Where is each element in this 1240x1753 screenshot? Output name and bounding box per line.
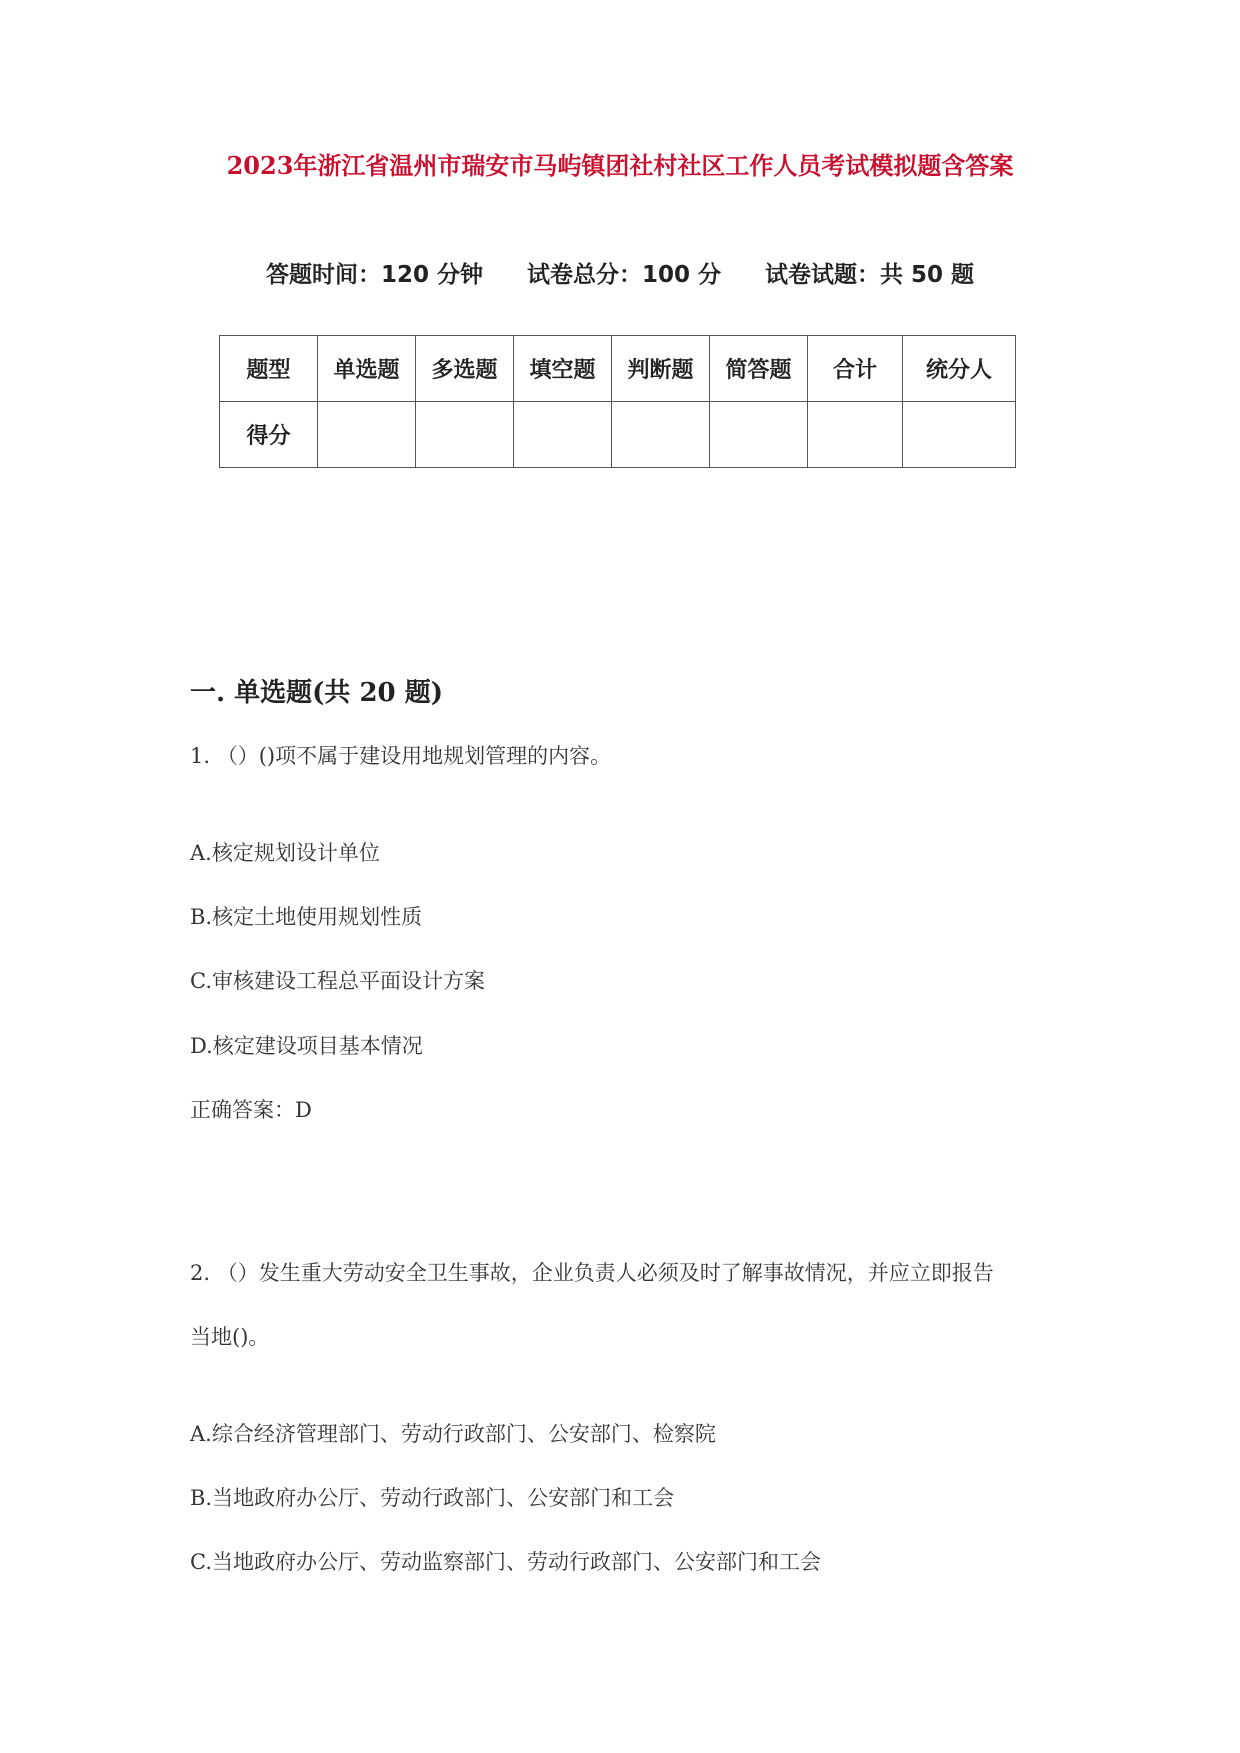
score-table-header-row	[220, 336, 1016, 402]
question-1-option-d: D.核定建设项目基本情况	[190, 1034, 423, 1058]
exam-total-score: 试卷总分：100 分	[526, 262, 722, 288]
question-1-option-a: A.核定规划设计单位	[190, 841, 380, 865]
score-header-cell: 合计	[808, 336, 903, 402]
score-cell-empty	[808, 402, 903, 468]
score-cell-empty	[612, 402, 710, 468]
score-header-cell: 多选题	[416, 336, 514, 402]
score-cell-empty	[416, 402, 514, 468]
score-cell-empty	[710, 402, 808, 468]
question-2-stem-line-1: 2. （）发生重大劳动安全卫生事故，企业负责人必须及时了解事故情况，并应立即报告	[190, 1261, 994, 1285]
exam-time: 答题时间：120 分钟	[265, 262, 483, 288]
score-table	[219, 335, 1016, 468]
score-cell-empty	[514, 402, 612, 468]
section-title: 一. 单选题(共 20 题)	[190, 678, 443, 708]
question-2-option-c: C.当地政府办公厅、劳动监察部门、劳动行政部门、公安部门和工会	[190, 1550, 821, 1574]
score-header-cell: 简答题	[710, 336, 808, 402]
score-cell-empty	[903, 402, 1016, 468]
exam-meta	[0, 258, 1240, 292]
score-header-cell: 填空题	[514, 336, 612, 402]
question-2-stem-line-2: 当地()。	[190, 1325, 270, 1349]
score-table-score-row	[220, 402, 1016, 468]
document-title: 2023年浙江省温州市瑞安市马屿镇团社村社区工作人员考试模拟题含答案	[226, 151, 1014, 180]
score-header-cell: 题型	[220, 336, 318, 402]
exam-question-count: 试卷试题：共 50 题	[765, 262, 975, 288]
score-cell-empty	[318, 402, 416, 468]
score-header-cell: 判断题	[612, 336, 710, 402]
question-1-option-c: C.审核建设工程总平面设计方案	[190, 969, 485, 993]
score-row-label: 得分	[220, 402, 318, 468]
question-2-option-b: B.当地政府办公厅、劳动行政部门、公安部门和工会	[190, 1486, 675, 1510]
question-1-option-b: B.核定土地使用规划性质	[190, 905, 423, 929]
score-header-cell: 单选题	[318, 336, 416, 402]
question-2-option-a: A.综合经济管理部门、劳动行政部门、公安部门、检察院	[190, 1422, 716, 1446]
score-header-cell: 统分人	[903, 336, 1016, 402]
question-1-answer: 正确答案：D	[190, 1098, 312, 1122]
question-1-stem: 1. （）()项不属于建设用地规划管理的内容。	[190, 744, 612, 768]
